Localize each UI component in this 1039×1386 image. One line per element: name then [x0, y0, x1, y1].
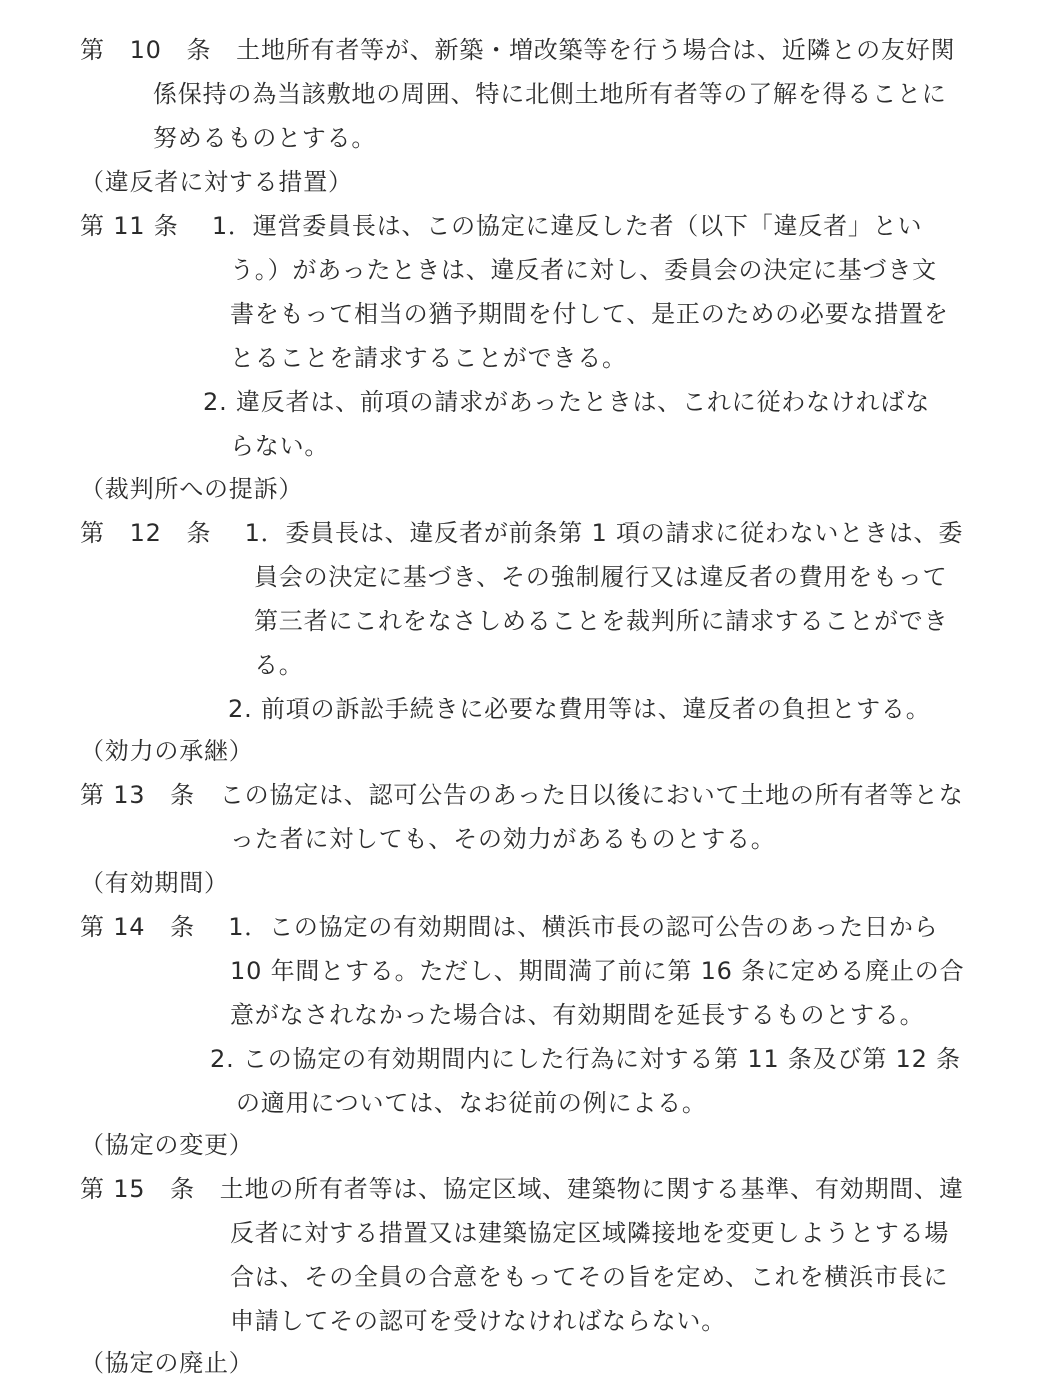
- heading-violator-measures: （違反者に対する措置）: [80, 168, 353, 196]
- heading-court-filing: （裁判所への提訴）: [80, 475, 304, 503]
- article-14-line-1: 第 14 条 1．この協定の有効期間は、横浜市長の認可公告のあった日から: [80, 913, 939, 941]
- article-13-line-1: 第 13 条 この協定は、認可公告のあった日以後において土地の所有者等とな: [80, 781, 964, 809]
- article-11-item-2-line-1: 2. 違反者は、前項の請求があったときは、これに従わなければな: [203, 388, 931, 416]
- article-10-line-1: 第 10 条 土地所有者等が、新築・増改築等を行う場合は、近隣との友好関: [80, 36, 956, 64]
- article-14-item-2-line-1: 2. この協定の有効期間内にした行為に対する第 11 条及び第 12 条: [210, 1045, 961, 1073]
- heading-validity-period: （有効期間）: [80, 869, 229, 897]
- article-14-line-3: 意がなされなかった場合は、有効期間を延長するものとする。: [230, 1001, 925, 1029]
- article-11-line-4: とることを請求することができる。: [230, 344, 627, 372]
- article-15-line-1: 第 15 条 土地の所有者等は、協定区域、建築物に関する基準、有効期間、違: [80, 1175, 964, 1203]
- article-14-item-2-line-2: の適用については、なお従前の例による。: [236, 1089, 707, 1117]
- article-10-line-3: 努めるものとする。: [153, 124, 377, 152]
- article-11-line-3: 書をもって相当の猶予期間を付して、是正のための必要な措置を: [230, 300, 949, 328]
- article-13-line-2: った者に対しても、その効力があるものとする。: [230, 825, 776, 853]
- article-12-line-4: る。: [254, 651, 304, 679]
- article-12-line-1: 第 12 条 1．委員長は、違反者が前条第 1 項の請求に従わないときは、委: [80, 519, 964, 547]
- article-15-line-3: 合は、その全員の合意をもってその旨を定め、これを横浜市長に: [230, 1263, 949, 1291]
- article-12-line-3: 第三者にこれをなさしめることを裁判所に請求することができ: [254, 607, 949, 635]
- article-10-line-2: 係保持の為当該敷地の周囲、特に北側土地所有者等の了解を得ることに: [153, 80, 947, 108]
- article-15-line-2: 反者に対する措置又は建築協定区域隣接地を変更しようとする場: [230, 1219, 950, 1247]
- article-15-line-4: 申請してその認可を受けなければならない。: [230, 1307, 726, 1335]
- heading-succession: （効力の承継）: [80, 737, 254, 765]
- article-11-line-2: う。）があったときは、違反者に対し、委員会の決定に基づき文: [230, 256, 937, 284]
- heading-agreement-change: （協定の変更）: [80, 1131, 254, 1159]
- article-11-line-1: 第 11 条 1．運営委員長は、この協定に違反した者（以下「違反者」とい: [80, 212, 923, 240]
- article-12-item-2: 2. 前項の訴訟手続きに必要な費用等は、違反者の負担とする。: [228, 695, 931, 723]
- article-11-item-2-line-2: らない。: [230, 432, 330, 460]
- article-12-line-2: 員会の決定に基づき、その強制履行又は違反者の費用をもって: [254, 563, 948, 591]
- heading-agreement-abolition: （協定の廃止）: [80, 1349, 254, 1377]
- article-14-line-2: 10 年間とする。ただし、期間満了前に第 16 条に定める廃止の合: [230, 957, 965, 985]
